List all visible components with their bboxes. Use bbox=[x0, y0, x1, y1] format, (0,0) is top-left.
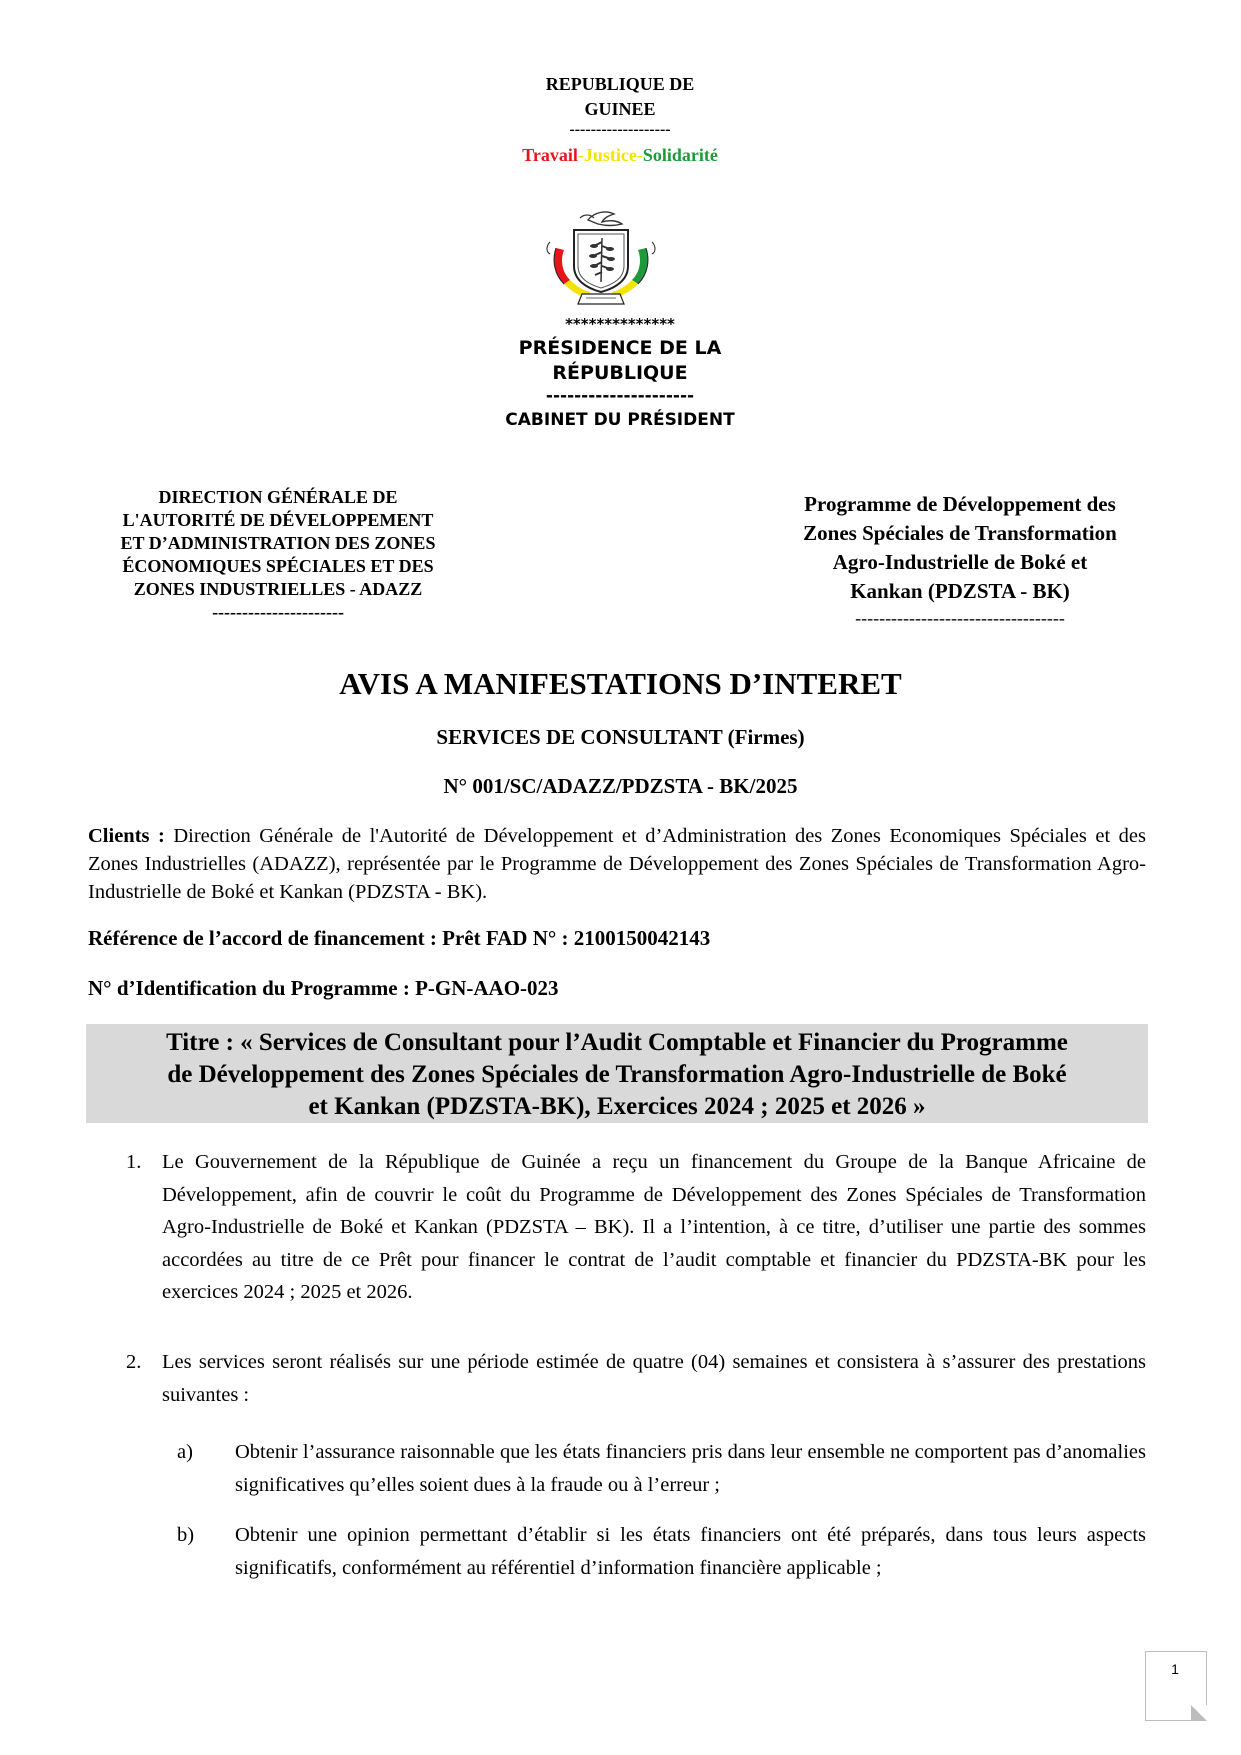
adazz-line: ÉCONOMIQUES SPÉCIALES ET DES bbox=[122, 556, 434, 576]
presidence-header bbox=[470, 316, 770, 432]
assignment-title-line: Titre : « Services de Consultant pour l’Audit Comptable et Financier du Programme bbox=[166, 1029, 1068, 1056]
assignment-title bbox=[92, 1027, 1142, 1123]
clients-text: Direction Générale de l'Autorité de Développement et d’Administration des Zones Economiques Spéciales et des Zones Industrielles (ADAZZ), représentée par le Programme de Développement des Zones Spéciales de Transformation Agro-Industrielle de Boké et Kankan (PDZSTA - BK). bbox=[88, 825, 1147, 903]
motto-travail: Travail bbox=[522, 145, 578, 165]
motto-solidarite: Solidarité bbox=[642, 145, 718, 165]
adazz-separator: ---------------------- bbox=[212, 602, 344, 622]
sub-item-label: a) bbox=[177, 1441, 193, 1463]
adazz-line: L'AUTORITÉ DE DÉVELOPPEMENT bbox=[122, 510, 434, 530]
sub-item-label: b) bbox=[177, 1524, 195, 1546]
services-subtitle: SERVICES DE CONSULTANT (Firmes) bbox=[436, 725, 805, 749]
sub-list-item: Obtenir une opinion permettant d’établir si les états financiers ont été préparés, dans tous leurs aspects significatifs, conformément au référentiel d’information financière applicable ; bbox=[235, 1524, 1146, 1579]
sub-list-item: Obtenir l’assurance raisonnable que les états financiers pris dans leur ensemble ne comportent pas d’anomalies significatives qu’elles soient dues à la fraude ou à l’erreur ; bbox=[235, 1441, 1146, 1496]
financing-reference: Référence de l’accord de financement : Prêt FAD N° : 2100150042143 bbox=[88, 926, 711, 950]
stars-separator: ************** bbox=[565, 315, 675, 333]
adazz-line: ZONES INDUSTRIELLES - ADAZZ bbox=[133, 579, 423, 599]
list-item: Les services seront réalisés sur une période estimée de quatre (04) semaines et consistera à s’assurer des prestations suivantes : bbox=[162, 1351, 1146, 1406]
clients-label: Clients : bbox=[88, 825, 165, 847]
program-identification: N° d’Identification du Programme : P-GN-AAO-023 bbox=[88, 976, 559, 1000]
notice-number: N° 001/SC/ADAZZ/PDZSTA - BK/2025 bbox=[443, 774, 798, 798]
item-number: 2. bbox=[126, 1351, 142, 1373]
pdzsta-line: Zones Spéciales de Transformation bbox=[803, 521, 1117, 545]
adazz-line: DIRECTION GÉNÉRALE DE bbox=[158, 487, 398, 507]
republic-line-2: GUINEE bbox=[584, 99, 656, 119]
notice-title: AVIS A MANIFESTATIONS D’INTERET bbox=[339, 666, 902, 701]
pdzsta-header bbox=[760, 490, 1160, 630]
presidence-line-2: RÉPUBLIQUE bbox=[552, 362, 688, 384]
pdzsta-separator: ----------------------------------- bbox=[855, 608, 1065, 628]
adazz-header bbox=[88, 486, 468, 624]
republic-header bbox=[470, 72, 770, 168]
presidence-separator: --------------------- bbox=[545, 386, 695, 406]
national-motto bbox=[470, 142, 770, 168]
adazz-line: ET D’ADMINISTRATION DES ZONES bbox=[120, 533, 436, 553]
pdzsta-line: Programme de Développement des bbox=[804, 492, 1116, 516]
list-item: Le Gouvernement de la République de Guinée a reçu un financement du Groupe de la Banque Africaine de Développement, afin de couvrir le coût du Programme de Développement des Zones Spéciales de Transformation Agro-Industrielle de Boké et Kankan (PDZSTA – BK). Il a l’intention, à ce titre, d’utiliser une partie des sommes accordées au titre de ce Prêt pour financer le contrat de l’audit comptable et financier du PDZSTA-BK pour les exercices 2024 ; 2025 et 2026. bbox=[162, 1151, 1146, 1303]
presidence-line-1: PRÉSIDENCE DE LA bbox=[518, 337, 722, 359]
assignment-title-line: de Développement des Zones Spéciales de Transformation Agro-Industrielle de Boké bbox=[167, 1061, 1067, 1088]
item-number: 1. bbox=[126, 1151, 142, 1173]
guinea-coat-of-arms-icon bbox=[536, 208, 666, 313]
page-number: 1 bbox=[1171, 1661, 1179, 1677]
pdzsta-line: Kankan (PDZSTA - BK) bbox=[850, 579, 1070, 603]
clients-paragraph bbox=[88, 822, 1146, 906]
republic-line-1: REPUBLIQUE DE bbox=[545, 74, 695, 94]
header-separator: ------------------- bbox=[569, 121, 671, 138]
pdzsta-line: Agro-Industrielle de Boké et bbox=[832, 550, 1088, 574]
assignment-title-line: et Kankan (PDZSTA-BK), Exercices 2024 ; 2025 et 2026 » bbox=[308, 1093, 926, 1120]
motto-justice: -Justice- bbox=[577, 145, 643, 165]
cabinet-title: CABINET DU PRÉSIDENT bbox=[505, 410, 735, 430]
